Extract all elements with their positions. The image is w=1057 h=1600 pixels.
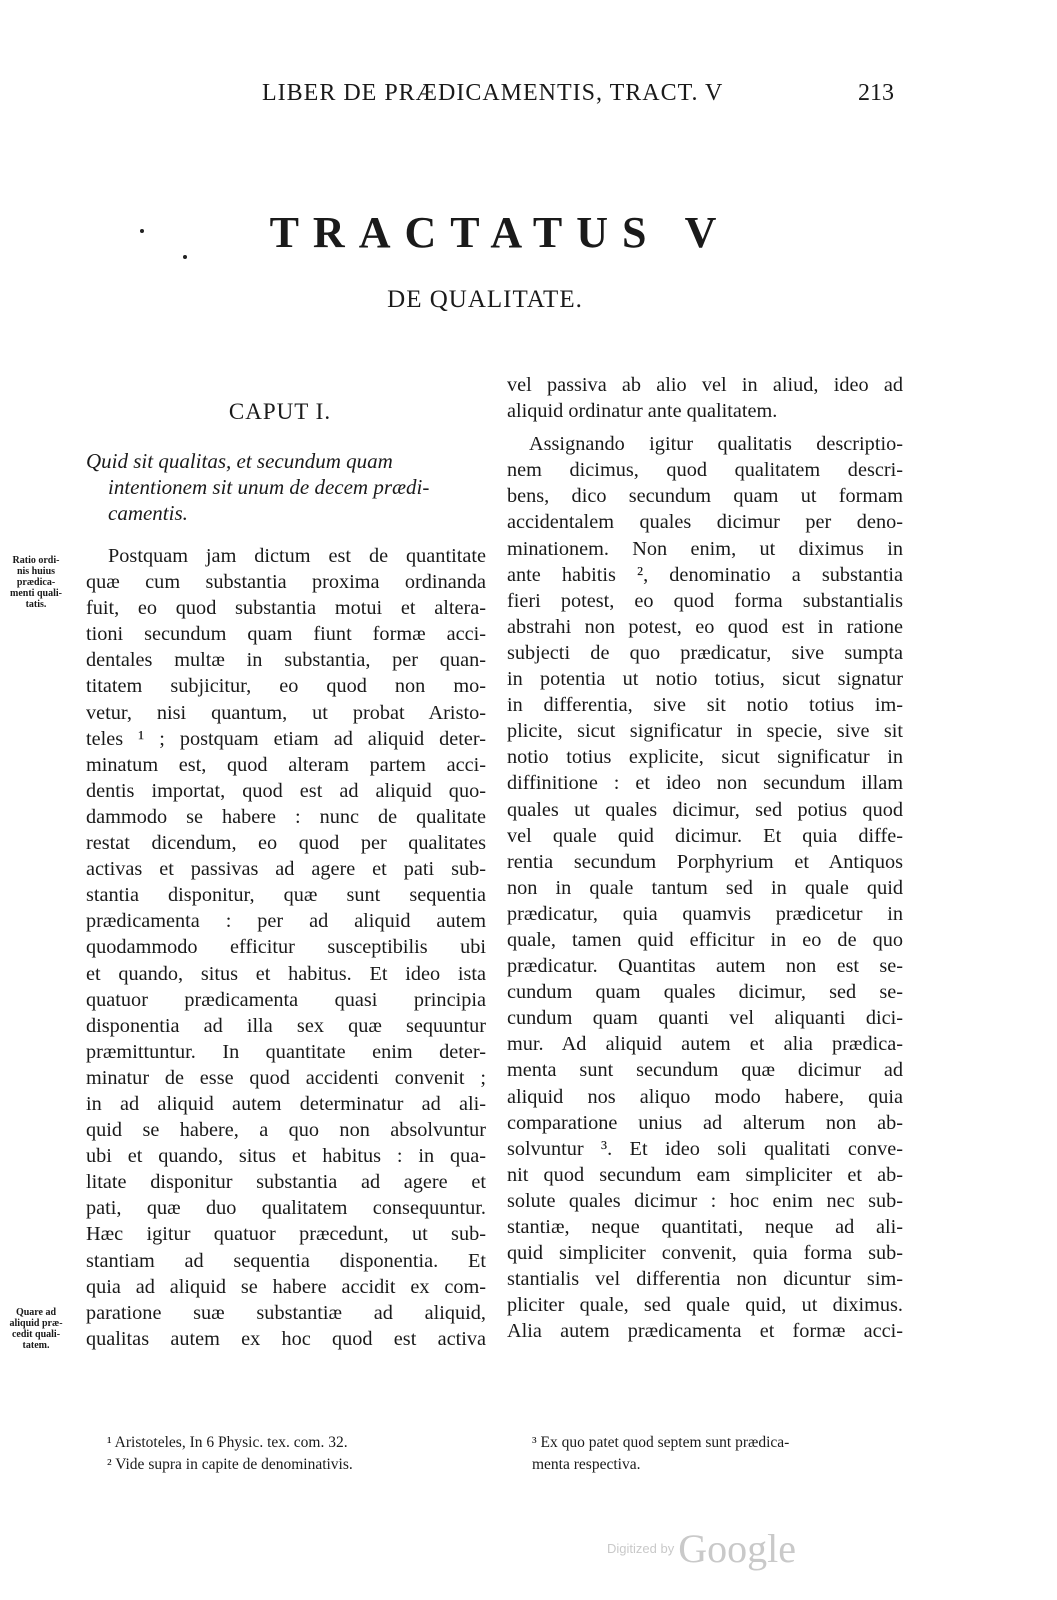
text-line: nem dicimus, quod qualitatem descri-	[507, 459, 903, 482]
text-line: non in quale tantum sed in quale quid	[507, 876, 903, 899]
margin-note-line: Ratio ordi-	[12, 555, 60, 566]
text-line: in differentia, sive sit notio totius im-	[507, 694, 903, 717]
text-line: teles ¹ ; postquam etiam ad aliquid deter-	[86, 727, 486, 750]
margin-note-ratio	[4, 555, 68, 610]
text-line: Hæc igitur quatuor præcedunt, ut sub-	[86, 1223, 486, 1246]
text-line: aliquid nos aliquo modo habere, quia	[507, 1085, 903, 1108]
text-line: pliciter quale, sed quale quid, ut diximus.	[507, 1294, 903, 1317]
text-line: restat dicendum, eo quod per qualitates	[86, 832, 486, 855]
footnote-1: ¹ Aristoteles, In 6 Physic. tex. com. 32.	[107, 1434, 348, 1451]
text-line: fieri potest, eo quod forma substantialis	[507, 589, 903, 612]
tractatus-title: TRACTATUS V	[269, 208, 731, 257]
left-column-text	[86, 543, 486, 1352]
footnotes-left	[107, 1432, 353, 1476]
text-line: paratione suæ substantiæ ad aliquid,	[86, 1301, 486, 1324]
tractatus-subtitle: DE QUALITATE.	[387, 286, 583, 313]
text-line: rentia secundum Porphyrium et Antiquos	[507, 850, 903, 873]
text-line: stantialis vel differentia non dicuntur sim-	[507, 1268, 903, 1291]
margin-note-quare	[4, 1307, 68, 1351]
text-line: diffinitione : et ideo non secundum illam	[507, 772, 903, 795]
text-line: Alia autem prædicamenta et formæ acci-	[507, 1320, 903, 1343]
text-line: pati, quæ duo qualitatem consequuntur.	[86, 1197, 486, 1220]
text-line: qualitas autem ex hoc quod est activa	[86, 1327, 486, 1350]
text-line: accidentalem quales dicimur per deno-	[507, 511, 903, 534]
margin-note-line: prædica-	[16, 577, 56, 588]
text-line: præmittuntur. In quantitate enim deter-	[86, 1040, 486, 1063]
text-line: solute quales dicimur : hoc enim nec sub-	[507, 1189, 903, 1212]
margin-note-line: Quare ad	[15, 1307, 57, 1318]
text-line: plicite, sicut significatur in specie, sive sit	[507, 720, 903, 743]
text-line: notio totius explicite, sicut significatur in	[507, 746, 903, 769]
text-line: quale, tamen quid efficitur in eo de quo	[507, 928, 903, 951]
text-line: dammodo se habere : nunc de qualitate	[86, 805, 486, 828]
text-line: minatur de esse quod accidenti convenit ;	[86, 1066, 486, 1089]
running-title: LIBER DE PRÆDICAMENTIS, TRACT. V	[262, 80, 724, 106]
summary-line: camentis.	[108, 501, 188, 525]
page-number: 213	[858, 80, 894, 106]
text-line: titatem subjicitur, eo quod non mo-	[86, 675, 486, 698]
right-paragraph-2	[507, 431, 903, 1344]
text-line: prædicatur. Quantitas autem non est se-	[507, 955, 903, 978]
text-line: ante habitis ², denominatio a substantia	[507, 563, 903, 586]
text-line: prædicatur, quia quamvis prædicetur in	[507, 902, 903, 925]
text-line: quatuor prædicamenta quasi principia	[86, 988, 486, 1011]
text-line: activas et passivas ad agere et pati sub-	[86, 858, 486, 881]
text-line: vetur, nisi quantum, ut probat Aristo-	[86, 701, 486, 724]
text-line: dentales multæ in substantia, per quan-	[86, 649, 486, 672]
text-line: minatum est, quod alteram partem acci-	[86, 753, 486, 776]
text-line: disponentia ad illa sex quæ sequuntur	[86, 1014, 486, 1037]
text-line: aliquid ordinatur ante qualitatem.	[507, 400, 778, 423]
footnote-2: ² Vide supra in capite de denominativis.	[107, 1456, 353, 1473]
margin-note-line: nis huius	[16, 566, 56, 577]
digitization-watermark	[607, 1525, 796, 1572]
text-line: subjecti de quo prædicatur, sive sumpta	[507, 641, 903, 664]
watermark-prefix: Digitized by	[607, 1541, 675, 1556]
margin-note-line: cedit quali-	[11, 1329, 61, 1340]
text-line: litate disponitur substantia ad agere et	[86, 1171, 486, 1194]
text-line: quales ut quales dicimur, sed potius quod	[507, 798, 903, 821]
text-line: prædicamenta : per ad aliquid autem	[86, 910, 486, 933]
text-line: fuit, eo quod substantia motui et altera-	[86, 597, 486, 620]
text-line: bens, dico secundum quam ut formam	[507, 485, 903, 508]
summary-line: intentionem sit unum de decem prædi-	[108, 475, 430, 499]
text-line: cundum quam quales dicimur, sed se-	[507, 981, 903, 1004]
text-line: quid se habere, a quo non absolvuntur	[86, 1119, 486, 1142]
footnote-3-cont: menta respectiva.	[532, 1456, 641, 1473]
text-line: mur. Ad aliquid autem et alia prædica-	[507, 1033, 903, 1056]
chapter-summary	[86, 448, 481, 526]
text-line: quodammodo efficitur susceptibilis ubi	[86, 936, 486, 959]
right-paragraph-1	[507, 372, 903, 424]
text-line: menta sunt secundum quæ dicimur ad	[507, 1059, 903, 1082]
margin-note-line: aliquid præ-	[9, 1318, 63, 1329]
chapter-heading: CAPUT I.	[228, 399, 332, 424]
text-line: vel passiva ab alio vel in aliud, ideo ad	[507, 374, 903, 396]
footnotes-right	[532, 1432, 789, 1476]
margin-note-line: tatem.	[22, 1340, 50, 1351]
summary-line: Quid sit qualitas, et secundum quam	[86, 449, 393, 473]
text-line: Postquam jam dictum est de quantitate	[108, 545, 486, 567]
text-line: tioni secundum quam fiunt formæ acci-	[86, 623, 486, 646]
text-line: in ad aliquid autem determinatur ad ali-	[86, 1092, 486, 1115]
text-line: quid simpliciter convenit, quia forma sub-	[507, 1242, 903, 1265]
text-line: ubi et quando, situs et habitus : in qua-	[86, 1145, 486, 1168]
margin-note-line: menti quali-	[10, 588, 62, 599]
text-line: stantiam ad sequentia disponentia. Et	[86, 1249, 486, 1272]
text-line: abstrahi non potest, eo quod est in ratione	[507, 615, 903, 638]
text-line: minationem. Non enim, ut diximus in	[507, 537, 903, 560]
text-line: et quando, situs et habitus. Et ideo ista	[86, 962, 486, 985]
google-logo: Google	[678, 1526, 796, 1571]
text-line: solvuntur ³. Et ideo soli qualitati conve-	[507, 1137, 903, 1160]
text-line: quæ cum substantia proxima ordinanda	[86, 571, 486, 594]
text-line: stantia disponitur, quæ sunt sequentia	[86, 884, 486, 907]
footnote-3: ³ Ex quo patet quod septem sunt prædica-	[532, 1434, 790, 1451]
text-line: in potentia ut notio totius, sicut signatur	[507, 668, 903, 691]
margin-note-line: tatis.	[25, 599, 47, 610]
text-line: comparatione unius ad alterum non ab-	[507, 1111, 903, 1134]
text-line: Assignando igitur qualitatis descriptio-	[529, 433, 903, 456]
text-line: quia ad aliquid se habere accidit ex com-	[86, 1275, 486, 1298]
text-line: nit quod secundum eam simpliciter et ab-	[507, 1163, 903, 1186]
right-column-text	[507, 372, 903, 1344]
text-line: vel quale quid dicimur. Et quia diffe-	[507, 824, 903, 847]
text-line: dentis importat, quod est ad aliquid quo-	[86, 779, 486, 802]
text-line: stantiæ, neque quantitati, neque ad ali-	[507, 1216, 903, 1238]
text-line: cundum quam quanti vel aliquanti dici-	[507, 1007, 903, 1030]
